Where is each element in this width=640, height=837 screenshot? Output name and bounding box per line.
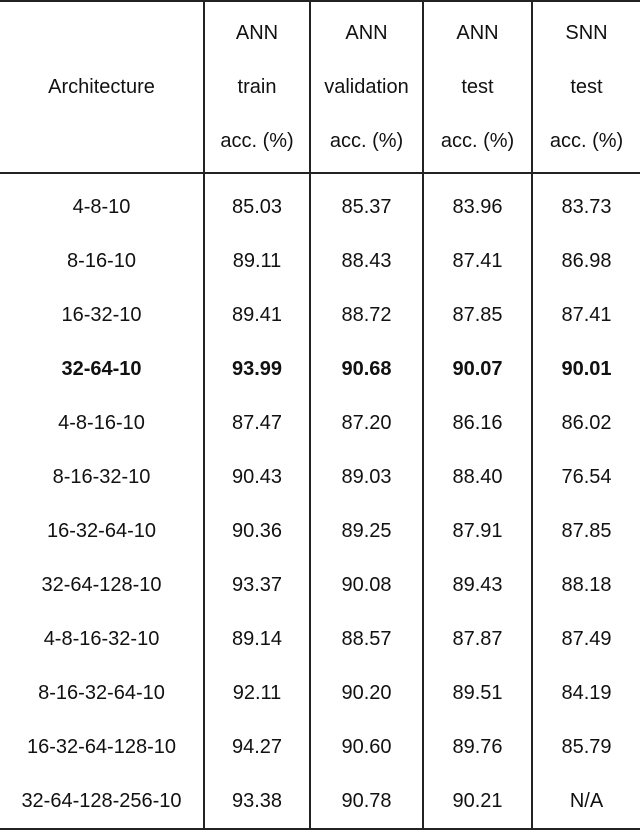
header-line: SNN (565, 22, 608, 44)
cell-architecture: 16-32-64-128-10 (27, 735, 176, 758)
cell-snn-test: 76.54 (532, 450, 640, 504)
cell-ann-validation: 88.72 (310, 288, 423, 342)
cell-ann-test: 83.96 (423, 173, 532, 234)
cell-architecture: 16-32-64-10 (47, 519, 156, 542)
cell-snn-test: N/A (532, 774, 640, 829)
cell-snn-test: 87.49 (532, 612, 640, 666)
cell-ann-test: 88.40 (423, 450, 532, 504)
cell-ann-test: 90.07 (423, 342, 532, 396)
cell-snn-test: 86.02 (532, 396, 640, 450)
cell-ann-test: 87.91 (423, 504, 532, 558)
header-line: ANN (345, 22, 388, 44)
header-ann-test (423, 1, 532, 173)
table-row (0, 173, 640, 234)
cell-ann-validation: 90.78 (310, 774, 423, 829)
header-line: validation (324, 76, 409, 98)
table-body (0, 173, 640, 829)
header-architecture (0, 1, 204, 173)
table-row (0, 612, 640, 666)
cell-ann-test: 87.85 (423, 288, 532, 342)
cell-ann-validation: 89.03 (310, 450, 423, 504)
cell-ann-validation: 87.20 (310, 396, 423, 450)
cell-ann-train: 92.11 (204, 666, 310, 720)
cell-ann-train: 89.11 (204, 234, 310, 288)
cell-ann-train: 94.27 (204, 720, 310, 774)
table-row (0, 666, 640, 720)
cell-ann-test: 86.16 (423, 396, 532, 450)
cell-architecture: 8-16-32-10 (52, 465, 151, 488)
cell-architecture: 4-8-16-32-10 (43, 627, 160, 650)
header-architecture-label: Architecture (48, 75, 155, 98)
cell-ann-train: 89.41 (204, 288, 310, 342)
table-row (0, 504, 640, 558)
cell-ann-validation: 90.08 (310, 558, 423, 612)
cell-ann-validation: 88.43 (310, 234, 423, 288)
cell-snn-test: 86.98 (532, 234, 640, 288)
cell-ann-validation: 85.37 (310, 173, 423, 234)
header-line: acc. (%) (549, 130, 624, 152)
header-snn-test (532, 1, 640, 173)
cell-snn-test: 85.79 (532, 720, 640, 774)
cell-architecture: 4-8-10 (72, 195, 131, 218)
cell-ann-test: 89.43 (423, 558, 532, 612)
cell-ann-test: 87.41 (423, 234, 532, 288)
table-row (0, 288, 640, 342)
cell-ann-train: 90.43 (204, 450, 310, 504)
cell-snn-test: 88.18 (532, 558, 640, 612)
table-row (0, 558, 640, 612)
cell-snn-test: 90.01 (532, 342, 640, 396)
header-line: ANN (235, 22, 279, 44)
header-ann-validation (310, 1, 423, 173)
table-row (0, 774, 640, 829)
header-line: acc. (%) (329, 130, 404, 152)
table-row (0, 720, 640, 774)
cell-ann-test: 90.21 (423, 774, 532, 829)
cell-architecture: 4-8-16-10 (58, 411, 145, 434)
table-row (0, 234, 640, 288)
cell-ann-train: 93.99 (204, 342, 310, 396)
cell-ann-validation: 90.20 (310, 666, 423, 720)
cell-snn-test: 83.73 (532, 173, 640, 234)
header-ann-train (204, 1, 310, 173)
cell-architecture: 32-64-128-256-10 (0, 774, 204, 829)
cell-ann-train: 89.14 (204, 612, 310, 666)
table-header (0, 1, 640, 173)
cell-ann-train: 93.38 (204, 774, 310, 829)
cell-ann-train: 87.47 (204, 396, 310, 450)
cell-ann-validation: 90.60 (310, 720, 423, 774)
cell-ann-test: 87.87 (423, 612, 532, 666)
table-row (0, 450, 640, 504)
table-row-best (0, 342, 640, 396)
cell-ann-test: 89.51 (423, 666, 532, 720)
cell-snn-test: 84.19 (532, 666, 640, 720)
cell-snn-test: 87.85 (532, 504, 640, 558)
header-line: ANN (456, 22, 499, 44)
cell-ann-validation: 90.68 (310, 342, 423, 396)
header-line: acc. (%) (440, 130, 515, 152)
cell-snn-test: 87.41 (532, 288, 640, 342)
cell-architecture: 32-64-128-10 (41, 573, 162, 596)
cell-architecture: 16-32-10 (61, 303, 142, 326)
cell-architecture: 8-16-10 (67, 249, 136, 272)
cell-ann-validation: 88.57 (310, 612, 423, 666)
cell-ann-train: 85.03 (204, 173, 310, 234)
cell-ann-validation: 89.25 (310, 504, 423, 558)
cell-ann-train: 93.37 (204, 558, 310, 612)
cell-architecture: 32-64-10 (61, 357, 142, 380)
cell-ann-train: 90.36 (204, 504, 310, 558)
header-line: train (237, 76, 277, 98)
header-line: test (461, 76, 494, 98)
cell-architecture: 8-16-32-64-10 (38, 681, 165, 704)
cell-ann-test: 89.76 (423, 720, 532, 774)
table-row (0, 396, 640, 450)
header-row (0, 1, 640, 173)
header-line: acc. (%) (220, 130, 294, 152)
header-line: test (570, 76, 603, 98)
